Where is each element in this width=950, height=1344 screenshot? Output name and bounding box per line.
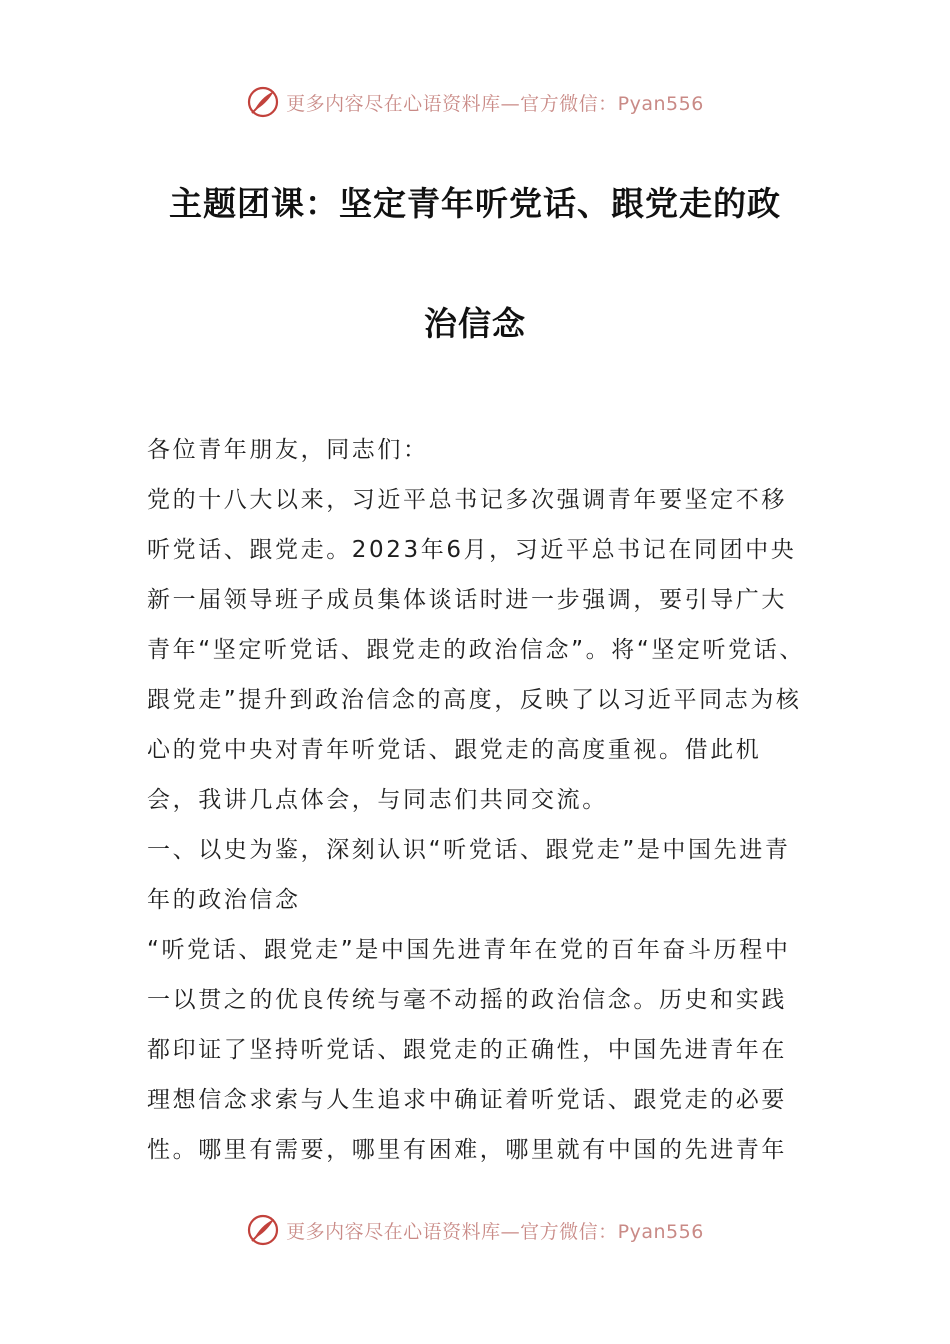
document-title-line-1: 主题团课：坚定青年听党话、跟党走的政 [169, 184, 781, 223]
paragraph-section-1: “听党话、跟党走”是中国先进青年在党的百年奋斗历程中一以贯之的优良传统与毫不动摇的政治信念。历史和实践都印证了坚持听党话、跟党走的正确性，中国先进青年在理想信念求索与人生追求中确证着听党话、跟党走的必要性。哪里有需要，哪里有困难，哪里就有中国的先进青年 [147, 937, 791, 1163]
header-watermark [0, 82, 950, 122]
document-body [147, 425, 807, 1175]
document-title-line-2: 治信念 [424, 304, 526, 343]
watermark-text: 更多内容尽在心语资料库—官方微信：Pyan556 [286, 92, 704, 115]
quill-logo-icon [246, 1213, 280, 1247]
quill-logo-icon [246, 85, 280, 119]
paragraph-intro: 党的十八大以来，习近平总书记多次强调青年要坚定不移听党话、跟党走。2023年6月，习近平总书记在同团中央新一届领导班子成员集体谈话时进一步强调，要引导广大青年“坚定听党话、跟党走的政治信念”。将“坚定听党话、跟党走”提升到政治信念的高度，反映了以习近平同志为核心的党中央对青年听党话、跟党走的高度重视。借此机会，我讲几点体会，与同志们共同交流。 [147, 487, 805, 813]
footer-watermark [0, 1210, 950, 1250]
watermark-text: 更多内容尽在心语资料库—官方微信：Pyan556 [286, 1220, 704, 1243]
greeting: 各位青年朋友，同志们： [147, 437, 429, 463]
section-heading-1: 一、以史为鉴，深刻认识“听党话、跟党走”是中国先进青年的政治信念 [147, 837, 791, 913]
